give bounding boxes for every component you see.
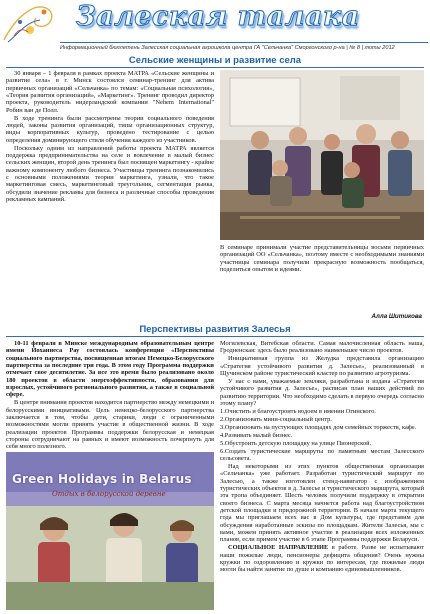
social-text: в работе. Разве не испытывают наши пожилые люди, пенсионеры дефицита общения? Очень нужны кружки по оздоровлению и кружки по интересам, где пожилые люди могли бы найти занятие по душе и компанию единомышленников.	[220, 544, 424, 574]
article1-signature: Алла Шитикова	[371, 313, 422, 320]
masthead-subtitle: Информационный бюллетень Залесская социальная агрошкола центра ГА "Сельчанка" Сморгонского р-на | № 8 | люты 2012	[60, 45, 395, 51]
article2-paragraph: Могилевская, Витебская области. Самая малочисленная область наша, Гродненская: здесь было реализовано наименьшее число проектов.	[220, 340, 424, 355]
article1-caption-column	[220, 244, 424, 308]
article1-paragraph: В ходе тренинга были рассмотрены теории социального поведения людей, законы развития организаций, типы организационных структур, виды корпоративных культур, проведено тестирование с целью определения доминирующего стиля обучения каждого из участников.	[6, 114, 214, 144]
banner-main-text: Green Holidays in Belarus	[12, 472, 192, 486]
seminar-photo	[220, 70, 424, 240]
social-heading: СОЦИАЛЬНОЕ НАПРАВЛЕНИЕ	[228, 544, 329, 552]
masthead-title: Залеская талака	[76, 1, 360, 32]
article1-paragraph: 30 января – 1 февраля в рамках проекта МАТРА «Сельские женщины и развитие села» в г. Минск состоялся семинар-тренинг для актива первичных организаций «Сельчанка» по темам: «Социальная психология», «Теория развития организаций», «Маркетинг». Тренинг проводил директор проекта, руководитель нидерландской компании "Nehem International" Робин ван де Полл.	[6, 70, 214, 114]
article2-right-column	[220, 340, 424, 612]
plan-list-item: 2.Организовать мини-социальный центр.	[220, 415, 332, 423]
article1-rule	[6, 67, 424, 68]
plan-list-item: 6.Создать туристические маршруты по памятным местам Залесского сельсовета.	[220, 447, 424, 462]
banner-sub-text: Отдых в белорусской деревне	[52, 490, 166, 498]
article1-title: Сельские женщины и развитие села	[128, 55, 302, 66]
seminar-photo-image	[220, 70, 424, 240]
article2-paragraph: У нас с вами, уважаемые земляки, разработана и издана «Стратегия устойчивого развития д. Залесье», расписан план наших действий по развитию территории. Что необходимо сделать в первую очередь согласно этому плану?	[220, 377, 424, 407]
article1-column	[6, 70, 214, 268]
article1-paragraph: Поскольку одним из направлений работы проекта МАТРА является поддержка предпринимательства на селе и вовлечение в малый бизнес сельских женщин, второй день тренинга был посвящен маркетингу - крайне важному компоненту любого бизнеса. Участницы тренинга познакомились с основными положениями теории маркетинга, узнали, что такое маркетинговая смесь, маркетинговый треугольник, сегментация рынка, обсудили значение рекламы для бизнеса и различные способы проведения рекламных кампаний.	[6, 144, 214, 204]
masthead	[0, 0, 430, 44]
plan-list-item: 5.Обустроить детскую площадку на улице Пионерской.	[220, 439, 372, 447]
plan-list-item: 3.Организовать на пустующих площадях дом семейных торжеств, кафе.	[220, 423, 417, 431]
plan-list-item: 4.Развивать малый бизнес.	[220, 431, 293, 439]
green-holidays-photo	[6, 452, 214, 610]
article2-paragraph: Над некоторыми из этих пунктов общественная организация «Сельчанка» уже работает. Разработан туристический маршрут по Залесью, а также изготовлен стенд-навигатор с изображением туристических объектов в д. Залесье и туристического маршрута, который эта тропа объединяет. Шесть человек получили поддержку в открытии своего бизнеса. С марта месяца начнется работа над благоустройством детской площадки и придорожной территории. В начале марта текущего года мы приглашаем всех вас в Дом культуры, где представим для обсуждения наработанные эскизы по площадкам. Жители Залесья, мы с вами, можем принять активное участие в реализации всех изложенных планов, если примем участие в 6 этапе Программы поддержки Беларуси.	[220, 462, 424, 544]
article2-lead: 10-11 февраля в Минске международным образовательным центре имени Йоханнеса Рау состоялась конференция «Перспективы социального партнерства, посвященная итогам Немецко-Белорусского партнерства за последние три года. В этом году Программа поддержки отмечает свое десятилетие. За все это время было реализовано около 180 проектов в области энергоэффективности, образования для взрослых, устойчивого регионального развития, а также в социальной сфере.	[6, 340, 214, 399]
plan-list-item: 1.Очистить и благоустроить водоем в имении Огинского.	[220, 407, 376, 415]
article2-paragraph: Инициативная группа из Желудка представила организацию «Стратегия устойчивого развития д. Залесье», реализованный в Щучинском районе туристический кластер по развитию агротуризма.	[220, 355, 424, 377]
article2-left-column	[6, 340, 214, 450]
article2-paragraph: В центре внимания проектов находится партнерство между немецкими и белорусскими инициативами. Цель немецко-белорусского партнерства заключается в том, чтобы дети, старики, люди с ограниченными возможностями могли принять участие в общественной жизни. В ходе реализации проектов Программы поддержки белорусская и немецкая стороны сотрудничают на равных и имеют возможность почерпнуть для себя много полезного.	[6, 399, 214, 451]
article1-caption: В семинаре принимали участие представительницы восьми первичных организаций ОО «Сельчанка», поэтому вместе с необходимыми знаниями участницы семинара получили прекрасную возможность пообщаться, поделиться опытом и идеями.	[220, 244, 424, 274]
article2-rule	[6, 336, 424, 337]
article2-title: Перспективы развития Залесья	[139, 324, 291, 335]
